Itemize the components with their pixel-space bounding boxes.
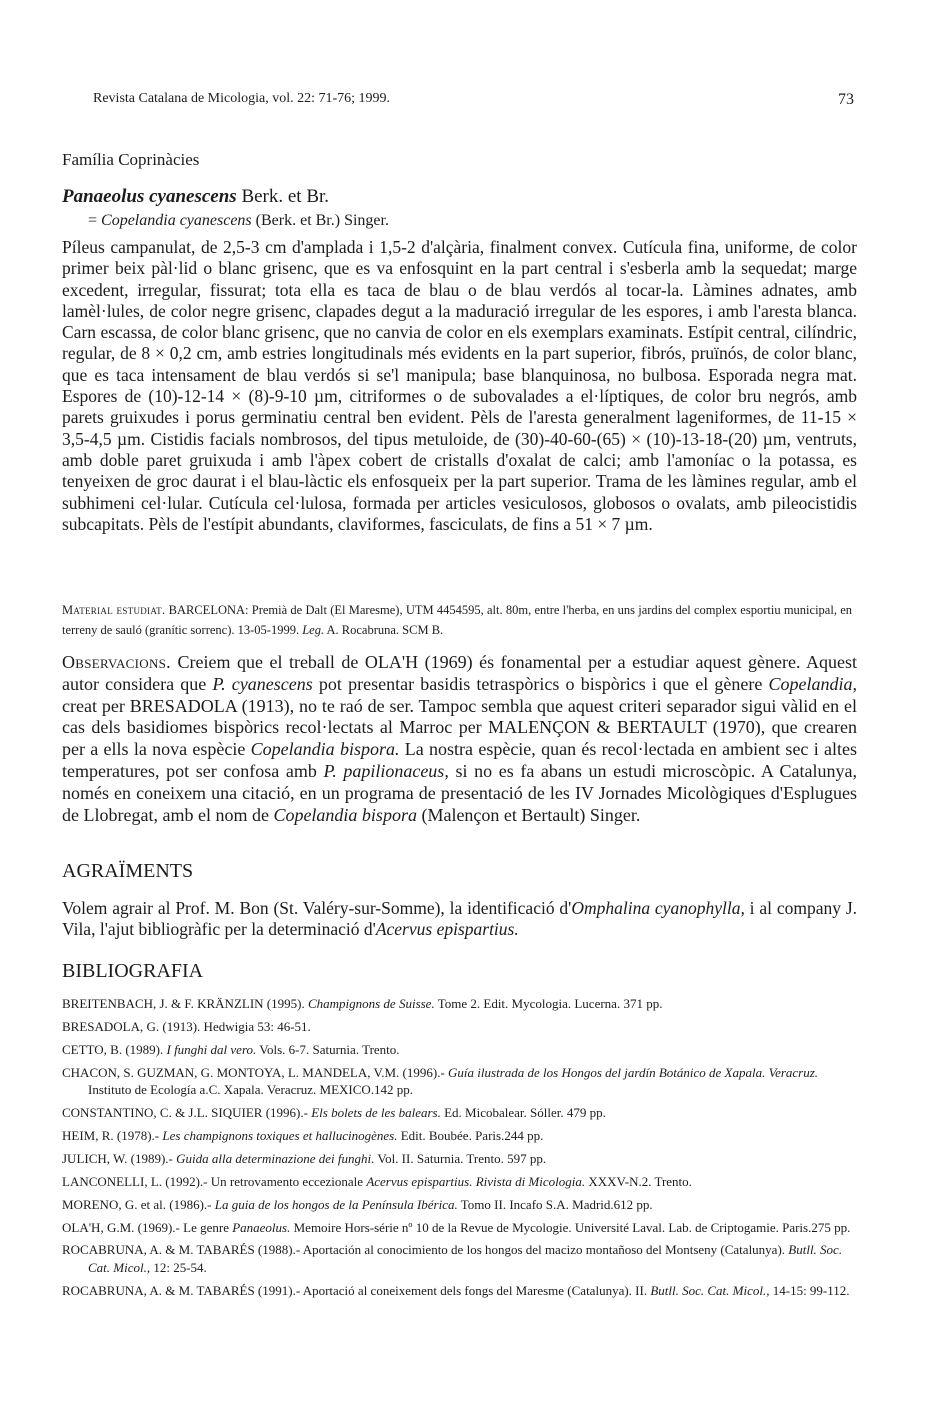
ref-title: Les champignons toxiques et hallucinogènes. [162,1127,398,1143]
ref-text: 12: 25-54. [150,1259,207,1275]
observations-taxon: P. papilionaceus, [323,760,449,781]
ref-title: Els bolets de les balears. [311,1105,441,1121]
ref-title: Champignons de Suisse. [307,996,435,1011]
ack-text: i al company J. Vila, l'ajut bibliogràfic per la determinació d' [62,898,858,939]
material-studied [62,600,852,640]
observations-taxon: Copelandia bispora [273,804,417,825]
ref-text: Tomo II. Incafo S.A. Madrid.612 pp. [457,1196,653,1212]
species-description: Píleus campanulat, de 2,5-3 cm d'amplada i 1,5-2 d'alçària, finalment convex. Cutícula fina, uniforme, de color primer beix pàl·lid o blanc grisenc, que es va enfosquint en la part central i s'esberla amb la sequedat; marge excedent, irregular, fissurat; tota ella es taca de blau o de blau verdós al tocar-la. Làmines adnates, amb lamèl·lules, de color negre grisenc, clapades degut a la maduració irregular de les espores, i amb l'aresta blanca. Carn escassa, de color blanc grisenc, que no canvia de color en els exemplars examinats. Estípit central, cilíndric, regular, de 8 × 0,2 cm, amb estries longitudinals més evidents en la part superior, fibrós, pruïnós, de color blanc, que es taca intensament de blau verdós si se'l manipula; base blanquinosa, no bulbosa. Esporada negra mat. Espores de (10)-12-14 × (8)-9-10 µm, citriformes o de subovalades a el·líptiques, de color bru negrós, amb parets gruixudes i porus germinatiu central ben evident. Pèls de l'aresta generalment lageniformes, de 11-15 × 3,5-4,5 µm. Cistidis facials nombrosos, del tipus metuloide, de (30)-40-60-(65) × (10)-13-18-(20) µm, ventruts, amb doble paret gruixuda i amb l'àpex cobert de cristalls d'oxalat de calci; amb l'amoníac o la potassa, es tenyeixen de groc daurat i el blau-làctic els enfosqueix per la part superior. Trama de les làmines regular, amb el subhimeni cel·lular. Cutícula cel·lulosa, formada per articles vesiculosos, globosos o ovalats, amb pileocistidis subcapitats. Pèls de l'estípit abundants, claviformes, fasciculats, de fins a 51 × 7 µm. [62,237,857,534]
bibliography-entry [62,995,857,1012]
observations-text: creat per BRESADOLA (1913), no te raó de ser. Tampoc sembla que aquest criteri separador sigui vàlid en el cas dels basidiomes bispòrics recol·lectats al Marroc per MALENÇON & BERTAULT (1970), que crearen per a ells la nova espècie [62,695,857,760]
observations-text: pot presentar basidis tetraspòrics o bispòrics i que el gènere [312,673,769,694]
observations-taxon: Copelandia, [768,673,857,694]
observations-text: (Malençon et Bertault) Singer. [416,804,641,825]
observations-lead: Observacions. [62,652,171,672]
material-after: A. Rocabruna. SCM B. [324,623,444,637]
ref-title: Butll. Soc. Cat. Micol., [650,1282,770,1298]
bibliography-entry [62,1104,857,1121]
ref-text: Vols. 6-7. Saturnia. Trento. [256,1041,400,1057]
running-head: Revista Catalana de Micologia, vol. 22: 71-76; 1999. [93,91,391,106]
material-leg: Leg. [302,623,325,637]
ref-title: Acervus epispartius. Rivista di Micologia. [366,1173,586,1189]
bibliography-entry [62,1282,857,1299]
page-number: 73 [838,91,854,108]
ref-text: LANCONELLI, L. (1992).- Un retrovamento eccezionale [62,1173,367,1189]
observations-text: La nostra espècie, quan és recol·lectada en ambient sec i altes temperatures, pot ser confosa amb [62,739,857,781]
ref-text: Edit. Boubée. Paris.244 pp. [397,1127,544,1143]
ref-text: JULICH, W. (1989).- [62,1150,177,1166]
ref-text: Instituto de Ecología a.C. Xapala. Veracruz. MEXICO.142 pp. [88,1082,414,1098]
bibliography-entry [62,1173,857,1190]
ref-text: OLA'H, G.M. (1969).- Le genre [62,1219,233,1235]
ref-text: ROCABRUNA, A. & M. TABARÉS (1988).- Aportación al conocimiento de los hongos del macizo montañoso del Montseny (Catalunya). [62,1242,789,1258]
observations-taxon: P. cyanescens [212,673,313,694]
synonym [88,212,389,230]
species-name: Panaeolus cyanescens [62,186,237,207]
ack-text: Volem agrair al Prof. M. Bon (St. Valéry-sur-Somme), la identificació d' [62,898,572,918]
ref-title: Guida alla determinazione dei funghi. [176,1150,375,1166]
bibliography-entry [62,1150,857,1167]
synonym-authority: (Berk. et Br.) Singer. [255,212,389,229]
ref-title: Butll. Soc. Cat. Micol., [88,1242,843,1275]
ref-text: XXXV-N.2. Trento. [585,1173,692,1189]
ref-text: BREITENBACH, J. & F. KRÄNZLIN (1995). [62,996,308,1011]
ref-text: 14-15: 99-112. [769,1282,850,1298]
ref-text: Tome 2. Edit. Mycologia. Lucerna. 371 pp. [434,996,663,1011]
material-label: Material estudiat. [62,603,166,617]
bibliography-entry [62,1064,857,1099]
ref-text: HEIM, R. (1978).- [62,1127,163,1143]
ref-text: Memoire Hors-série nº 10 de la Revue de Mycologie. Université Laval. Lab. de Criptogamie. Paris.275 pp. [290,1219,851,1235]
species-heading [62,186,329,208]
ref-text: Vol. II. Saturnia. Trento. 597 pp. [374,1150,547,1166]
ref-text: CHACON, S. GUZMAN, G. MONTOYA, L. MANDELA, V.M. (1996).- [62,1064,449,1080]
ref-text: Ed. Micobalear. Sóller. 479 pp. [440,1105,606,1121]
family-heading: Família Coprinàcies [62,150,200,169]
bibliography-entry [62,1241,857,1276]
bibliography-entry [62,1219,857,1236]
ref-text: CONSTANTINO, C. & J.L. SIQUIER (1996).- [62,1105,312,1121]
ref-text: BRESADOLA, G. (1913). Hedwigia 53: 46-51. [62,1018,311,1034]
ack-taxon: Omphalina cyanophylla, [571,898,745,918]
observations-taxon: Copelandia bispora. [250,739,400,760]
ref-text: CETTO, B. (1989). [62,1041,167,1057]
ref-title: Guía ilustrada de los Hongos del jardín Botánico de Xapala. Veracruz. [448,1064,819,1080]
ref-title: I funghi dal vero. [166,1041,257,1057]
observations [62,652,857,826]
acknowledgements [62,898,857,940]
bibliography-entry [62,1196,857,1213]
bibliography-heading: BIBLIOGRAFIA [62,960,204,982]
bibliography-entry [62,1041,857,1058]
bibliography-list [62,995,857,1305]
observations-text: si no es fa abans un estudi microscòpic. A Catalunya, només en coneixem una citació, en un programa de presentació de les IV Jornades Micològiques d'Esplugues de Llobregat, amb el nom de [62,760,857,825]
ref-text: ROCABRUNA, A. & M. TABARÉS (1991).- Aportació al coneixement dels fongs del Maresme (Catalunya). II. [62,1282,651,1298]
bibliography-entry [62,1127,857,1144]
material-text: BARCELONA: Premià de Dalt (El Maresme), UTM 4454595, alt. 80m, entre l'herba, en uns jardins del complex esportiu municipal, en terreny de sauló (granític sorrenc). 13-05-1999. [62,603,852,637]
ref-title: La guia de los hongos de la Península Ibérica. [214,1196,458,1212]
acknowledgements-heading: AGRAÏMENTS [62,860,194,882]
ref-title: Panaeolus. [232,1219,291,1235]
ack-taxon: Acervus epispartius. [375,919,519,939]
ref-text: MORENO, G. et al. (1986).- [62,1196,215,1212]
synonym-name: Copelandia cyanescens [101,212,252,229]
observations-text: Creiem que el treball de OLA'H (1969) és fonamental per a estudiar aquest gènere. Aquest autor considera que [62,652,857,694]
synonym-prefix: = [88,212,102,229]
species-authority: Berk. et Br. [241,186,330,207]
bibliography-entry [62,1018,857,1035]
